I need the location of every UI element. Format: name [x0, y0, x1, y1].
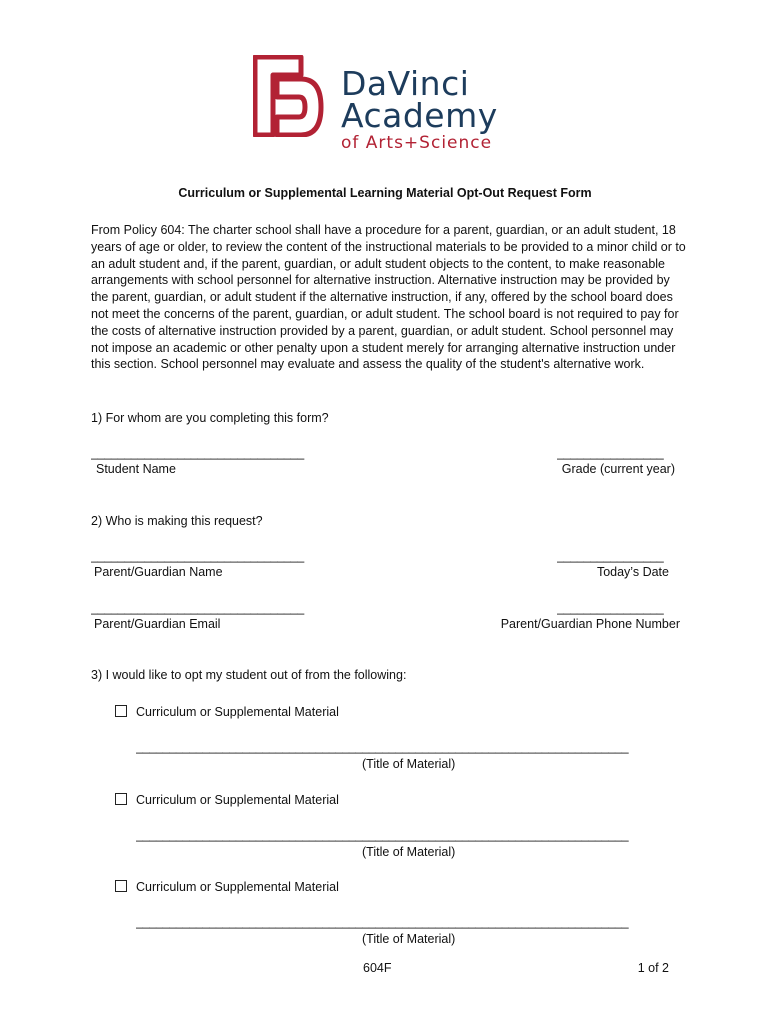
material-checkbox-3[interactable]: [115, 880, 127, 892]
material-sublabel-1: (Title of Material): [362, 757, 456, 771]
student-name-field[interactable]: ________________________________: [91, 446, 304, 460]
parent-name-label: Parent/Guardian Name: [94, 565, 223, 579]
material-label-2: Curriculum or Supplemental Material: [136, 793, 339, 807]
material-sublabel-2: (Title of Material): [362, 845, 456, 859]
material-sublabel-3: (Title of Material): [362, 932, 456, 946]
question-2: 2) Who is making this request?: [91, 514, 263, 528]
logo-line-1: DaVinci: [341, 64, 470, 103]
logo-line-2: Academy: [341, 96, 498, 135]
form-code: 604F: [363, 961, 392, 975]
form-title: Curriculum or Supplemental Learning Material Opt-Out Request Form: [178, 186, 592, 200]
phone-label: Parent/Guardian Phone Number: [500, 617, 680, 631]
davinci-f-logo-icon: [253, 55, 333, 137]
material-title-field-1[interactable]: __________________________________________________________________________: [136, 740, 629, 754]
parent-email-field[interactable]: ________________________________: [91, 601, 304, 615]
material-title-field-3[interactable]: __________________________________________________________________________: [136, 915, 629, 929]
date-label: Today’s Date: [596, 565, 669, 579]
material-checkbox-2[interactable]: [115, 793, 127, 805]
date-field[interactable]: ________________: [557, 549, 664, 563]
material-label-3: Curriculum or Supplemental Material: [136, 880, 339, 894]
parent-name-field[interactable]: ________________________________: [91, 549, 304, 563]
question-3: 3) I would like to opt my student out of from the following:: [91, 668, 407, 682]
phone-field[interactable]: ________________: [557, 601, 664, 615]
material-title-field-2[interactable]: __________________________________________________________________________: [136, 828, 629, 842]
grade-field[interactable]: ________________: [557, 446, 664, 460]
logo-line-3: of Arts+Science: [341, 133, 493, 153]
grade-label: Grade (current year): [561, 462, 675, 476]
parent-email-label: Parent/Guardian Email: [94, 617, 221, 631]
page-number: 1 of 2: [637, 961, 669, 975]
student-name-label: Student Name: [96, 462, 176, 476]
material-checkbox-1[interactable]: [115, 705, 127, 717]
policy-paragraph: From Policy 604: The charter school shall have a procedure for a parent, guardian, or an adult student, 18 years of age or older, to review the content of the instructional materials to be provided to a minor child or to an adult student and, if the parent, guardian, or adult student objects to the content, to make reasonable arrangements with school personnel for alternative instruction. Alternative instruction may be provided by the parent, guardian, or adult student if the alternative instruction, if any, offered by the school board does not meet the concerns of the parent, guardian, or adult student. The school board is not required to pay for the costs of alternative instruction provided by a parent, guardian, or adult student. School personnel may not impose an academic or other penalty upon a student merely for arranging alternative instruction under this section. School personnel may evaluate and assess the quality of the student's alternative work.: [91, 223, 686, 372]
school-logo: [253, 55, 523, 155]
question-1: 1) For whom are you completing this form?: [91, 411, 329, 425]
material-label-1: Curriculum or Supplemental Material: [136, 705, 339, 719]
